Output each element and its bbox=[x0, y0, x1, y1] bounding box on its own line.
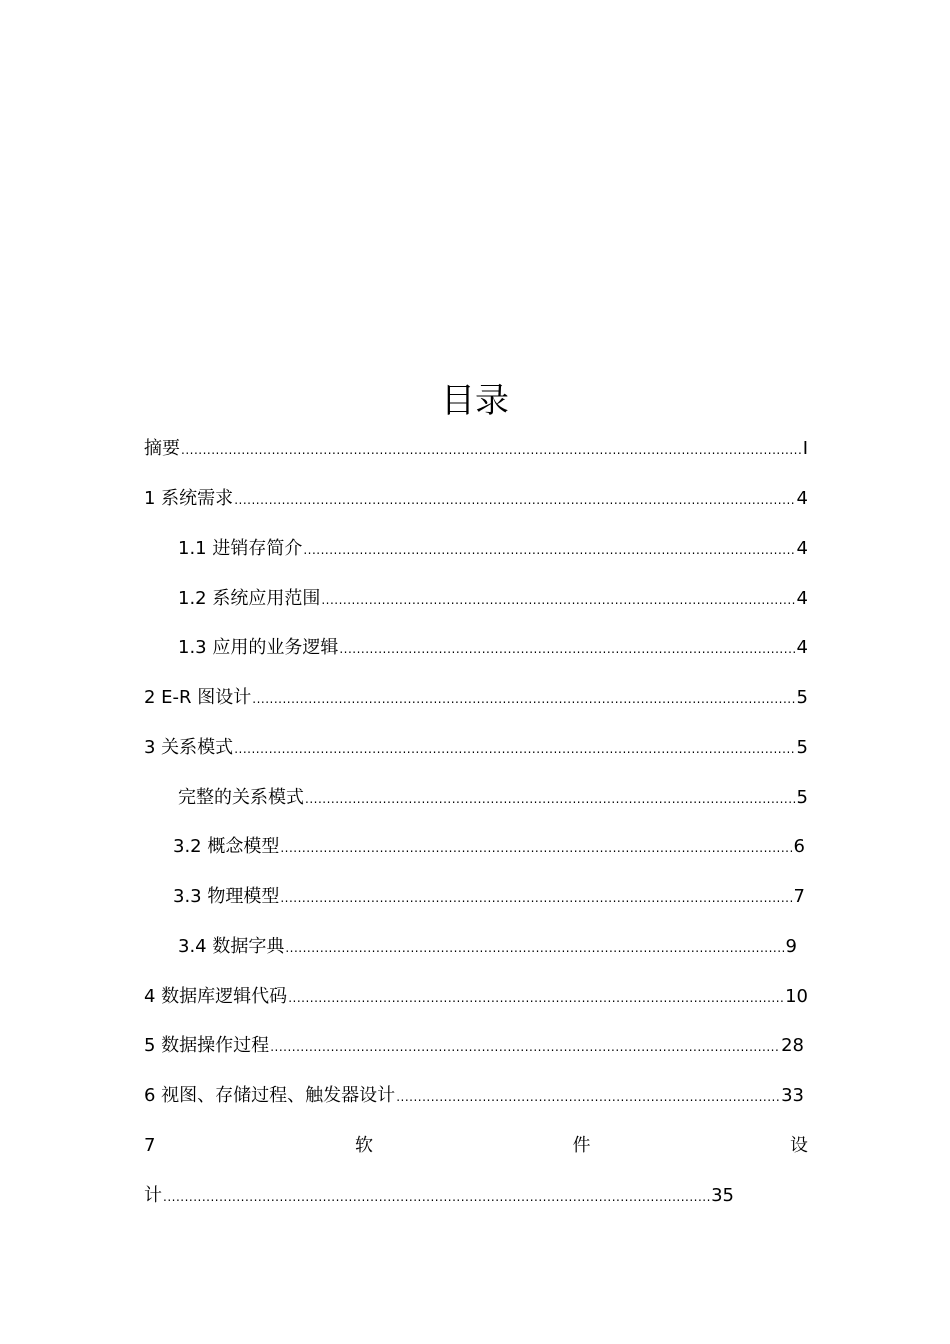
toc-entry[interactable] bbox=[144, 437, 808, 462]
toc-leader-dots bbox=[163, 1185, 710, 1209]
toc-entry-page: 4 bbox=[796, 637, 808, 658]
toc-entry-label: 3.3 物理模型 bbox=[173, 886, 280, 907]
toc-entry-page: 5 bbox=[796, 737, 808, 758]
toc-entry-page: 9 bbox=[785, 936, 797, 957]
toc-entry-label: 5 数据操作过程 bbox=[144, 1035, 270, 1056]
toc-entry-page: 6 bbox=[793, 836, 805, 857]
toc-entry[interactable] bbox=[144, 1084, 804, 1109]
toc-leader-dots bbox=[252, 687, 795, 711]
toc-entry[interactable] bbox=[144, 1184, 734, 1209]
toc-leader-dots bbox=[321, 588, 795, 612]
toc-entry-word: 件 bbox=[572, 1135, 591, 1156]
toc-entry-label: 1 系统需求 bbox=[144, 488, 234, 509]
toc-entry-number: 7 bbox=[144, 1135, 156, 1156]
toc-leader-dots bbox=[396, 1085, 780, 1109]
toc-leader-dots bbox=[270, 1035, 780, 1059]
toc-entry-page: 4 bbox=[796, 538, 808, 559]
toc-entry-label: 2 E-R 图设计 bbox=[144, 687, 252, 708]
toc-entry[interactable] bbox=[144, 1034, 804, 1059]
toc-leader-dots bbox=[280, 886, 792, 910]
toc-entry[interactable] bbox=[144, 686, 808, 711]
toc-leader-dots bbox=[305, 787, 796, 811]
toc-entry-word: 设 bbox=[790, 1135, 808, 1156]
toc-entry[interactable] bbox=[178, 935, 797, 960]
toc-entry-label: 6 视图、存储过程、触发器设计 bbox=[144, 1085, 396, 1106]
toc-entry[interactable] bbox=[144, 487, 808, 512]
toc-entry-label: 3 关系模式 bbox=[144, 737, 234, 758]
page-title: 目录 bbox=[441, 381, 509, 421]
toc-leader-dots bbox=[285, 936, 784, 960]
toc-entry-page: 7 bbox=[793, 886, 805, 907]
toc-leader-dots bbox=[288, 986, 784, 1010]
toc-entry-page: 28 bbox=[781, 1035, 804, 1056]
toc-entry-page: 5 bbox=[796, 787, 808, 808]
toc-entry-page: 5 bbox=[796, 687, 808, 708]
toc-entry-justified-line[interactable] bbox=[144, 1134, 808, 1158]
toc-entry-page: 4 bbox=[796, 588, 808, 609]
toc-leader-dots bbox=[234, 737, 795, 761]
toc-entry[interactable] bbox=[178, 537, 808, 562]
toc-entry-page: 33 bbox=[781, 1085, 804, 1106]
toc-entry[interactable] bbox=[144, 736, 808, 761]
toc-entry-label: 计 bbox=[144, 1185, 162, 1206]
toc-entry[interactable] bbox=[178, 587, 808, 612]
toc-entry[interactable] bbox=[173, 835, 805, 860]
toc-entry[interactable] bbox=[144, 985, 808, 1010]
toc-entry[interactable] bbox=[173, 885, 805, 910]
toc-entry-page: 4 bbox=[796, 488, 808, 509]
toc-leader-dots bbox=[280, 836, 792, 860]
toc-entry-label: 完整的关系模式 bbox=[178, 787, 304, 808]
toc-entry-page: 10 bbox=[785, 986, 808, 1007]
toc-entry-label: 1.1 进销存简介 bbox=[178, 538, 303, 559]
toc-leader-dots bbox=[339, 637, 795, 661]
toc-entry-label: 3.2 概念模型 bbox=[173, 836, 280, 857]
toc-entry-word: 软 bbox=[354, 1135, 373, 1156]
toc-entry-label: 1.2 系统应用范围 bbox=[178, 588, 321, 609]
toc-leader-dots bbox=[234, 488, 795, 512]
toc-entry-label: 4 数据库逻辑代码 bbox=[144, 986, 288, 1007]
toc-entry-page: 35 bbox=[711, 1185, 734, 1206]
toc-entry-label: 摘要 bbox=[144, 438, 180, 459]
toc-entry[interactable] bbox=[178, 786, 808, 811]
toc-entry-label: 1.3 应用的业务逻辑 bbox=[178, 637, 339, 658]
toc-entry-label: 3.4 数据字典 bbox=[178, 936, 285, 957]
toc-entry-page: I bbox=[802, 438, 808, 459]
toc-leader-dots bbox=[181, 438, 802, 462]
toc-leader-dots bbox=[303, 538, 795, 562]
toc-entry[interactable] bbox=[178, 636, 808, 661]
